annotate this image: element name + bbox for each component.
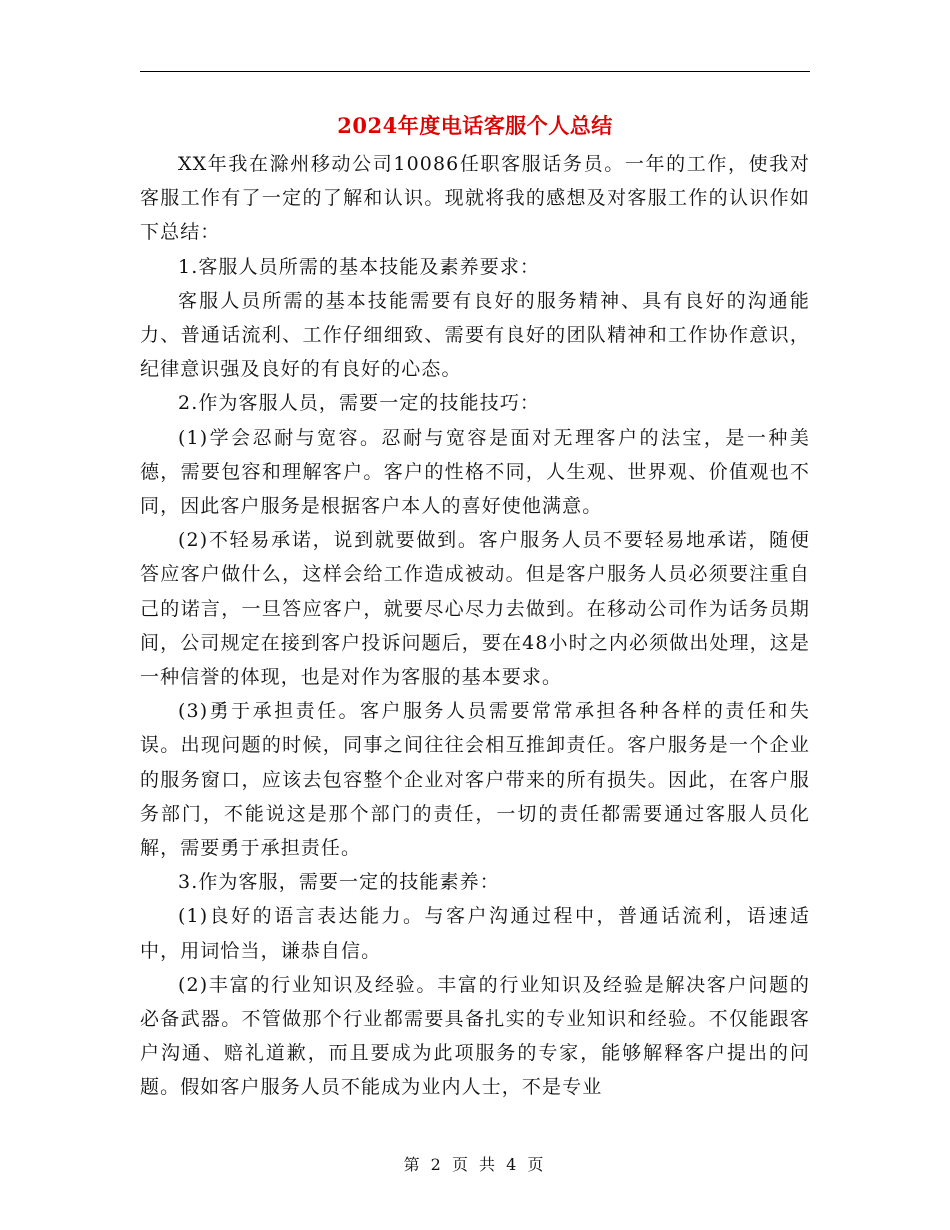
heading-section-1: 1.客服人员所需的基本技能及素养要求： bbox=[178, 255, 541, 278]
paragraph-responsibility: (3)勇于承担责任。客户服务人员需要常常承担各种各样的责任和失误。出现问题的时候，同事之间往往会相互推卸责任。客户服务是一个企业的服务窗口，应该去包容整个企业对客户带来的所有损失。因此，在客户服务部门，不能说这是那个部门的责任，一切的责任都需要通过客服人员化解，需要勇于承担责任。 bbox=[140, 700, 810, 860]
page-footer: 第 2 页 共 4 页 bbox=[403, 1155, 547, 1174]
document-title: 2024年度电话客服个人总结 bbox=[337, 113, 613, 138]
heading-section-2: 2.作为客服人员，需要一定的技能技巧： bbox=[178, 392, 541, 415]
paragraph-patience: (1)学会忍耐与宽容。忍耐与宽容是面对无理客户的法宝，是一种美德，需要包容和理解客户。客户的性格不同，人生观、世界观、价值观也不同，因此客户服务是根据客户本人的喜好使他满意。 bbox=[140, 426, 810, 518]
paragraph-promises: (2)不轻易承诺，说到就要做到。客户服务人员不要轻易地承诺，随便答应客户做什么，这样会给工作造成被动。但是客户服务人员必须要注重自己的诺言，一旦答应客户，就要尽心尽力去做到。在移动公司作为话务员期间，公司规定在接到客户投诉问题后，要在48小时之内必须做出处理，这是一种信誉的体现，也是对作为客服的基本要求。 bbox=[140, 529, 810, 689]
paragraph-intro: XX年我在滁州移动公司10086任职客服话务员。一年的工作，使我对客服工作有了一定的了解和认识。现就将我的感想及对客服工作的认识作如下总结： bbox=[140, 153, 810, 244]
header-rule bbox=[140, 71, 810, 72]
document-body bbox=[140, 147, 810, 1105]
paragraph-language: (1)良好的语言表达能力。与客户沟通过程中，普通话流利，语速适中，用词恰当，谦恭自信。 bbox=[140, 905, 810, 962]
paragraph-basic-skills: 客服人员所需的基本技能需要有良好的服务精神、具有良好的沟通能力、普通话流利、工作仔细细致、需要有良好的团队精神和工作协作意识，纪律意识强及良好的有良好的心态。 bbox=[140, 289, 810, 381]
paragraph-knowledge: (2)丰富的行业知识及经验。丰富的行业知识及经验是解决客户问题的必备武器。不管做那个行业都需要具备扎实的专业知识和经验。不仅能跟客户沟通、赔礼道歉，而且要成为此项服务的专家，能够解释客户提出的问题。假如客户服务人员不能成为业内人士，不是专业 bbox=[140, 973, 810, 1099]
heading-section-3: 3.作为客服，需要一定的技能素养： bbox=[178, 871, 500, 894]
